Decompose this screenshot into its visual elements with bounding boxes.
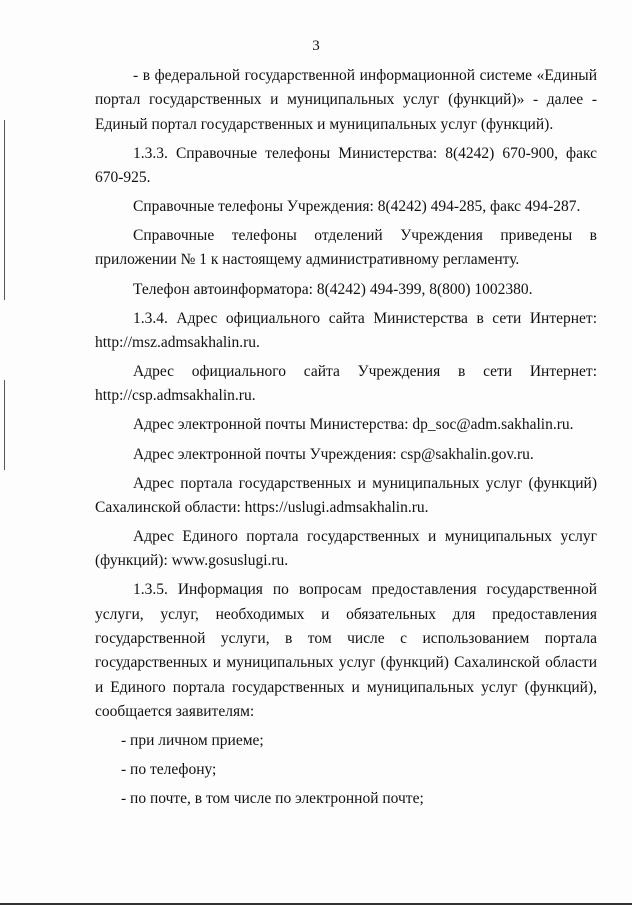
list-item: - по почте, в том числе по электронной почте; [121, 790, 424, 808]
paragraph: 1.3.4. Адрес официального сайта Министерства в сети Интернет: http://msz.admsakhalin.ru. [95, 309, 597, 351]
paragraph: Справочные телефоны отделений Учреждения приведены в приложении № 1 к настоящему административному регламенту. [95, 227, 597, 269]
paragraph: Адрес официального сайта Учреждения в сети Интернет: http://csp.admsakhalin.ru. [95, 363, 597, 405]
paragraph: Адрес Единого портала государственных и муниципальных услуг (функций): www.gosuslugi.ru. [95, 528, 597, 570]
scan-edge-mark [4, 120, 5, 300]
page-number: 3 [312, 38, 320, 54]
paragraph: Справочные телефоны Учреждения: 8(4242) 494-285, факс 494-287. [133, 198, 581, 216]
scan-edge-mark [4, 380, 5, 470]
paragraph: Адрес электронной почты Учреждения: csp@sakhalin.gov.ru. [133, 445, 534, 463]
paragraph: 1.3.3. Справочные телефоны Министерства: 8(4242) 670-900, факс 670-925. [95, 144, 597, 186]
paragraph: - в федеральной государственной информационной системе «Единый портал государственных и муниципальных услуг (функций)» - далее - Единый портал государственных и муниципальных услуг (функций). [95, 67, 597, 133]
document-body [95, 64, 597, 816]
paragraph: Адрес электронной почты Министерства: dp_soc@adm.sakhalin.ru. [133, 416, 574, 434]
paragraph: 1.3.5. Информация по вопросам предоставления государственной услуги, услуг, необходимых и обязательных для предоставления государственной услуги, в том числе с использованием портала государственных и муниципальных услуг (функций) Сахалинской области и Единого портала государственных и муниципальных услуг (функций), сообщается заявителям: [95, 581, 597, 720]
paragraph: Телефон автоинформатора: 8(4242) 494-399, 8(800) 1002380. [133, 280, 533, 298]
paragraph: Адрес портала государственных и муниципальных услуг (функций) Сахалинской области: https://uslugi.admsakhalin.ru. [95, 474, 597, 516]
list-item: - при личном приеме; [121, 731, 264, 749]
list-item: - по телефону; [121, 761, 217, 779]
